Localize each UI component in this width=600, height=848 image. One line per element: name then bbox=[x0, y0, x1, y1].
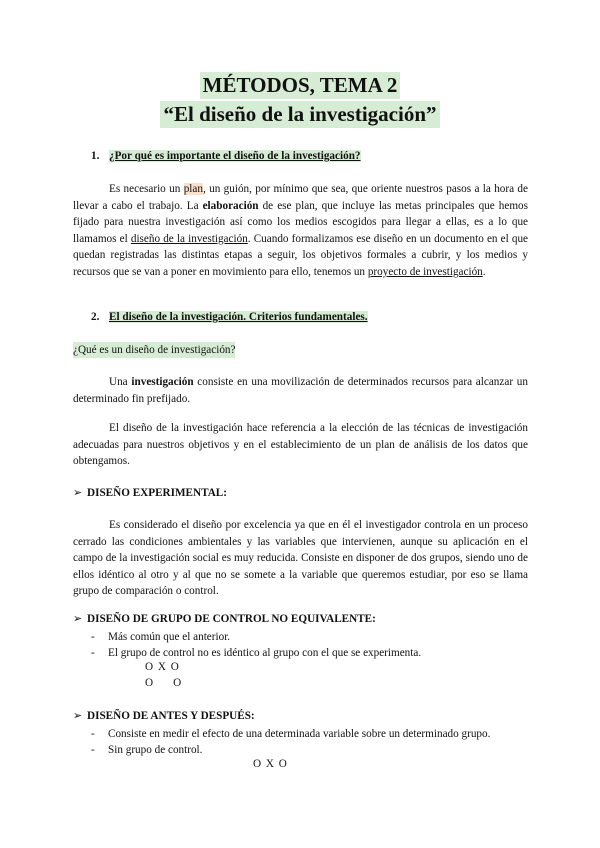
p2-text-a: Una bbox=[109, 376, 132, 388]
bullet-dash: - bbox=[91, 744, 95, 756]
p1-text-e: . bbox=[482, 265, 486, 278]
paragraph-diseno-definicion bbox=[73, 420, 528, 470]
p1-text-d: . Cuando formalizamos ese diseño en un documento en el que quedan registradas las distintas etapas a seguir, los objetivos formales a cubrir, y los medios y recursos que se van a poner en movimiento para ello, tenemos un bbox=[73, 232, 529, 278]
paragraph-investigacion bbox=[73, 374, 528, 407]
bullet-dash: - bbox=[91, 631, 95, 643]
p1-text-b: , un guión, por mínimo que sea, que oriente nuestros pasos a la hora de llevar a cabo el trabajo. La bbox=[73, 183, 528, 212]
oxo-notation-1: O X O bbox=[145, 661, 180, 673]
section-experimental-text: DISEÑO EXPERIMENTAL: bbox=[87, 487, 227, 499]
p1-elaboracion-bold: elaboración bbox=[202, 199, 259, 212]
arrow-bullet-icon: ➢ bbox=[73, 486, 83, 499]
oxo-notation-2: O O bbox=[145, 677, 183, 689]
p3-text: El diseño de la investigación hace referencia a la elección de las técnicas de investigación adecuadas para nuestros objetivos y en el establecimiento de un plan de análisis de los datos que obtengamos. bbox=[73, 422, 528, 468]
p1-plan-highlight: plan bbox=[183, 183, 203, 195]
section-no-equivalente-heading bbox=[73, 612, 376, 625]
bullet-dash: - bbox=[91, 728, 95, 740]
section-no-equivalente-text: DISEÑO DE GRUPO DE CONTROL NO EQUIVALENTE: bbox=[87, 613, 376, 625]
question-1-number: 1. bbox=[91, 150, 100, 162]
title-block bbox=[0, 72, 600, 128]
bullet-item bbox=[91, 629, 230, 645]
p2-investigacion-bold: investigación bbox=[131, 376, 194, 388]
arrow-bullet-icon: ➢ bbox=[73, 612, 83, 625]
section-antes-despues-heading bbox=[73, 709, 255, 722]
bullet-text: Consiste en medir el efecto de una determinada variable sobre un determinado grupo. bbox=[108, 728, 491, 740]
bullet-text: El grupo de control no es idéntico al grupo con el que se experimenta. bbox=[108, 647, 422, 659]
paragraph-plan bbox=[73, 181, 528, 281]
bullet-text: Sin grupo de control. bbox=[108, 744, 203, 756]
bullet-item bbox=[91, 742, 202, 758]
question-2-heading bbox=[91, 311, 368, 323]
oxo-notation-3: O X O bbox=[253, 758, 288, 770]
arrow-bullet-icon: ➢ bbox=[73, 709, 83, 722]
sub-question: ¿Qué es un diseño de investigación? bbox=[73, 344, 236, 356]
section-antes-despues-text: DISEÑO DE ANTES Y DESPUÉS: bbox=[87, 710, 255, 722]
p4-text: Es considerado el diseño por excelencia ya que en él el investigador controla en un proceso cerrado las condiciones ambientales y las variables que intervienen, aunque su aplicación en el campo de la investigación social es muy reducida. Consiste en disponer de dos grupos, siendo uno de ellos idéntico al otro y al que no se somete a la variable que queremos estudiar, por eso se llama grupo de comparación o control. bbox=[73, 519, 528, 598]
p1-proyecto-underlined: proyecto de investigación bbox=[367, 265, 483, 278]
bullet-text: Más común que el anterior. bbox=[108, 631, 231, 643]
page-subtitle: “El diseño de la investigación” bbox=[160, 101, 439, 128]
bullet-item bbox=[91, 726, 490, 742]
p1-text-a: Es necesario un bbox=[109, 183, 184, 195]
p2-text-b: consiste en una movilización de determinados recursos para alcanzar un determinado fin prefijado. bbox=[73, 376, 528, 405]
p1-diseno-underlined: diseño de la investigación bbox=[130, 232, 248, 245]
question-2-text: El diseño de la investigación. Criterios fundamentales. bbox=[109, 311, 368, 323]
bullet-dash: - bbox=[91, 647, 95, 659]
question-1-text: ¿Por qué es importante el diseño de la investigación? bbox=[109, 150, 361, 162]
question-2-number: 2. bbox=[91, 311, 100, 323]
paragraph-experimental bbox=[73, 517, 528, 600]
page-title: MÉTODOS, TEMA 2 bbox=[200, 72, 401, 99]
section-experimental-heading bbox=[73, 486, 227, 499]
p1-text-c: de ese plan, que incluye las metas principales que hemos fijado para nuestra investigación así como los medios escogidos para llegar a ellas, es a lo que llamamos el bbox=[73, 199, 528, 245]
question-1-heading bbox=[91, 150, 361, 162]
bullet-item bbox=[91, 645, 421, 661]
